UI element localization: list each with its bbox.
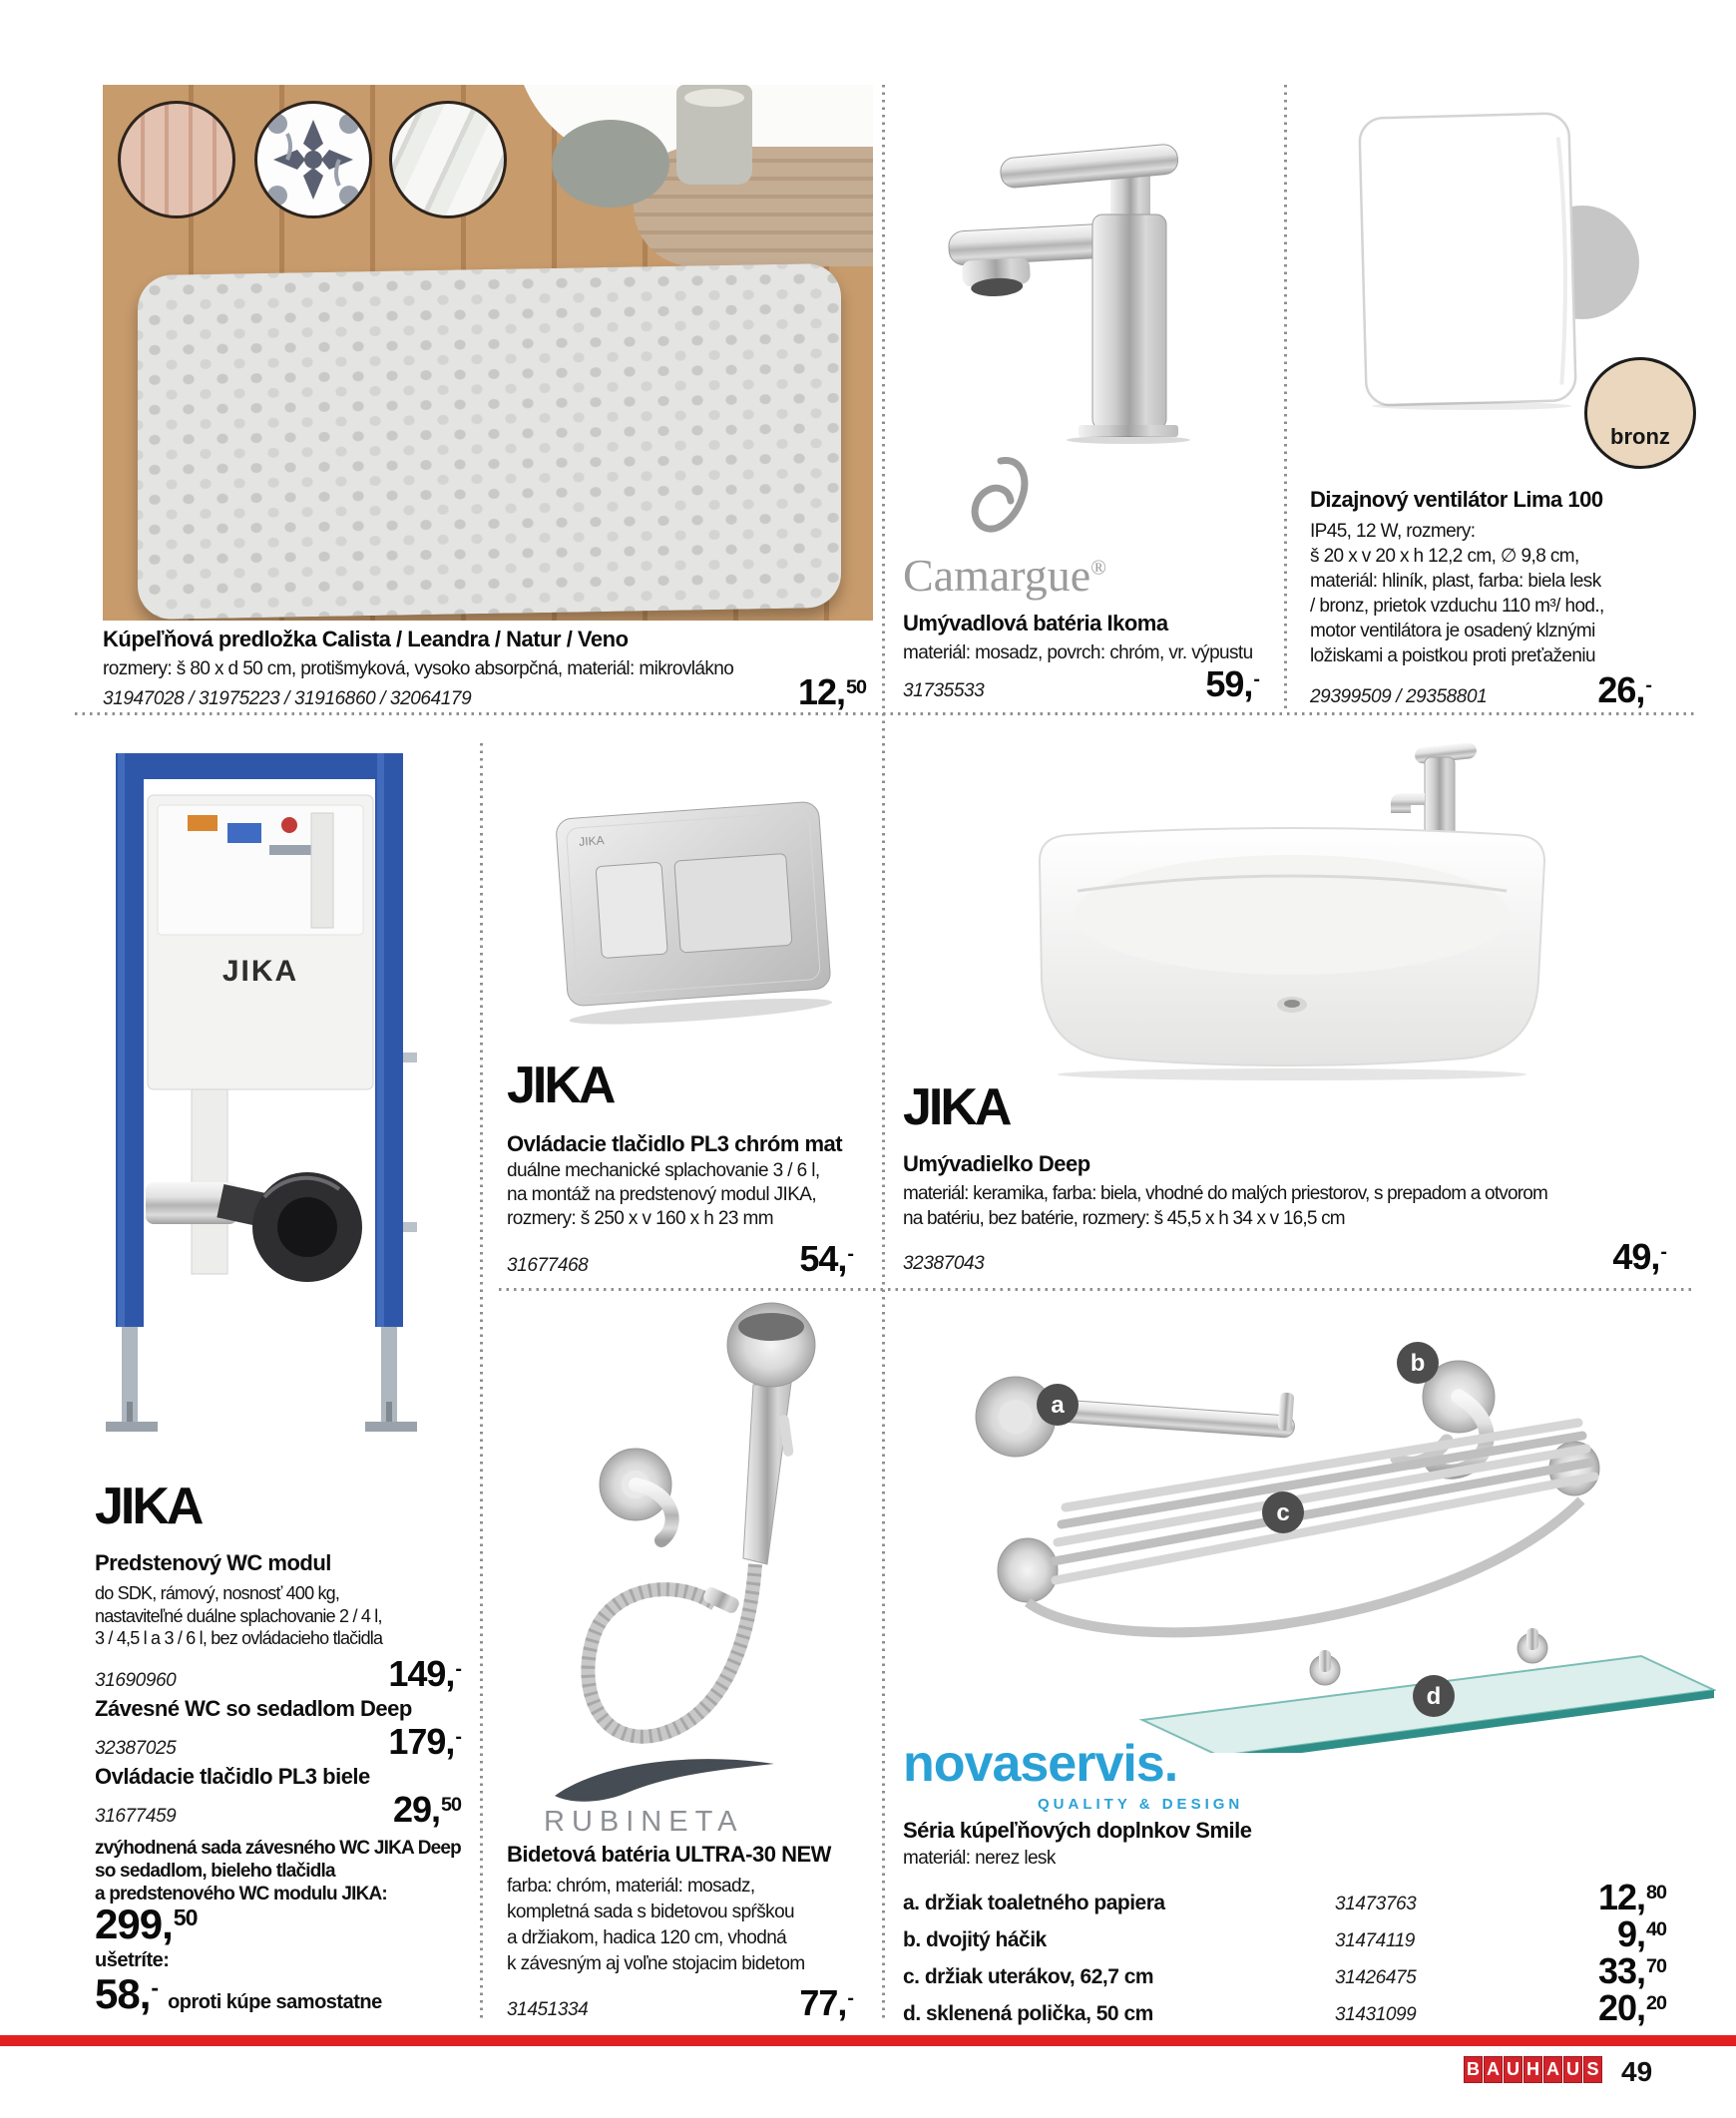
wc-sub2-sku: 31677459 [95,1806,177,1827]
accessories-material: materiál: nerez lesk [903,1848,1056,1869]
candle-top [684,89,744,107]
faucet-sku-price [903,663,1259,704]
desc-line: nastaviteľné duálne splachovanie 2 / 4 l, [95,1605,382,1626]
jika-logo: JIKA [95,1478,202,1535]
bronz-swatch [1584,357,1696,469]
faucet-title: Umývadlová batéria Ikoma [903,611,1168,635]
jika-logo: JIKA [903,1078,1010,1136]
pebble-mat [138,263,841,620]
accessory-row [903,1913,1666,1954]
bronz-swatch-label: bronz [1610,424,1670,449]
bauhaus-letter: S [1583,2056,1602,2083]
divider-v3 [480,743,483,2020]
stone-photo-part [552,120,669,208]
wc-sub1-sku: 32387025 [95,1738,177,1759]
bathmat-sku: 31947028 / 31975223 / 31916860 / 32064179 [103,688,472,709]
wc-bundle-price: 299,50 [95,1901,198,1947]
desc-line: š 20 x v 20 x h 12,2 cm, ∅ 9,8 cm, [1310,546,1579,567]
flush-plate-price: 54,- [799,1238,853,1279]
desc-line: 3 / 4,5 l a 3 / 6 l, bez ovládacieho tlačidla [95,1628,383,1648]
ventilator-sku-price [1310,669,1651,710]
desc-line: na batériu, bez batérie, rozmery: š 45,5 x h 34 x v 16,5 cm [903,1208,1345,1229]
swatch-wood [118,101,235,218]
sink-title: Umývadielko Deep [903,1151,1090,1176]
faucet-photo [933,100,1192,444]
faucet-price: 59,- [1205,663,1259,704]
bauhaus-letter: A [1543,2056,1562,2083]
bathmat-photo [103,85,873,621]
accessory-row [903,1987,1666,2028]
accessory-price: 9,40 [1616,1913,1666,1954]
desc-line: k závesným aj voľne stojacim bidetom [507,1953,805,1974]
desc-line: materiál: hliník, plast, farba: biela lesk [1310,571,1601,592]
accessory-price: 12,80 [1597,1877,1666,1917]
divider-v1 [882,85,885,2020]
wc-module-sku: 31690960 [95,1670,177,1691]
accessory-sku: 31426475 [1335,1967,1417,1988]
badge-c [1262,1491,1304,1533]
desc-line: kompletná sada s bidetovou spŕškou [507,1902,795,1922]
badge-a [1037,1384,1079,1426]
desc-line: materiál: keramika, farba: biela, vhodné do malých priestorov, s prepadom a otvorom [903,1183,1548,1204]
rubineta-swoosh-icon [547,1752,781,1804]
accessory-row [903,1950,1666,1991]
desc-line: duálne mechanické splachovanie 3 / 6 l, [507,1160,820,1181]
faucet-desc: materiál: mosadz, povrch: chróm, vr. výpustu [903,642,1253,663]
desc-line: a držiakom, hadica 120 cm, vhodná [507,1927,787,1948]
accessory-sku: 31474119 [1335,1930,1415,1951]
bathmat-title: Kúpeľňová predložka Calista / Leandra / Natur / Veno [103,627,629,651]
wc-sub1-title: Závesné WC so sedadlom Deep [95,1696,412,1721]
faucet-sku: 31735533 [903,680,985,701]
bauhaus-letter: U [1504,2056,1522,2083]
camargue-logo [903,549,1106,602]
divider-h1 [75,712,1696,715]
bauhaus-letter: B [1464,2056,1483,2083]
wc-savings-price: 58,- [95,1970,159,2017]
sink-price: 49,- [1612,1236,1666,1277]
wc-sub1-price: 179,- [388,1721,461,1762]
desc-line: farba: chróm, materiál: mosadz, [507,1876,755,1897]
registered-mark: ® [1090,557,1106,580]
accessory-sku: 31431099 [1335,2004,1417,2025]
accessory-name: a. držiak toaletného papiera [903,1892,1165,1914]
wc-sub2-title: Ovládacie tlačidlo PL3 biele [95,1764,370,1789]
divider-h2 [499,1288,1696,1291]
wc-bundle-text [95,1837,461,1906]
accessory-price: 33,70 [1597,1950,1666,1991]
bauhaus-letter: A [1484,2056,1503,2083]
wc-tank-label: JIKA [221,955,299,988]
wc-savings-row [95,1970,382,2017]
wc-module-sku-price [95,1653,461,1694]
bathmat-price: 12,50 [797,671,866,712]
svg-text:a: a [1051,1392,1065,1419]
bathmat-desc: rozmery: š 80 x d 50 cm, protišmyková, vysoko absorpčná, materiál: mikrovlákno [103,658,734,679]
bauhaus-logo [1464,2056,1602,2083]
wc-module-title: Predstenový WC modul [95,1550,331,1575]
accessory-name: c. držiak uterákov, 62,7 cm [903,1965,1154,1988]
desc-line: motor ventilátora je osadený klznými [1310,621,1595,641]
sink-desc [903,1181,1547,1231]
bidet-desc [507,1874,805,1977]
rubineta-logo: RUBINETA [544,1806,744,1838]
bidet-photo [554,1297,878,1766]
svg-text:d: d [1426,1683,1442,1710]
accessory-row [903,1877,1666,1917]
sink-sku-price [903,1236,1666,1277]
wc-savings-label: ušetríte: [95,1949,170,1971]
desc-line: do SDK, rámový, nosnosť 400 kg, [95,1583,340,1603]
flush-plate-sku: 31677468 [507,1255,589,1276]
sink-photo [1028,743,1556,1082]
novaservis-logo: novaservis. [903,1735,1178,1793]
badge-b [1397,1342,1439,1384]
accessory-name: d. sklenená polička, 50 cm [903,2002,1153,2025]
bathmat-sku-price [103,671,866,712]
ventilator-sku: 29399509 / 29358801 [1310,686,1488,707]
swatch-marble [389,101,507,218]
bidet-title: Bidetová batéria ULTRA-30 NEW [507,1842,831,1867]
accessories-photo [928,1319,1716,1753]
divider-v2 [1284,85,1287,712]
plate-brand-mark: JIKA [578,833,606,849]
bidet-sku: 31451334 [507,1999,589,2020]
bundle-line: a predstenového WC modulu JIKA: [95,1884,387,1905]
wc-savings-suffix: oproti kúpe samostatne [168,1991,382,2013]
accessory-name: b. dvojitý háčik [903,1928,1047,1951]
ventilator-price: 26,- [1597,669,1651,710]
bauhaus-letter: U [1563,2056,1582,2083]
bauhaus-letter: H [1523,2056,1542,2083]
bundle-line: so sedadlom, bieleho tlačidla [95,1861,335,1882]
wc-sub2-sku-price [95,1789,461,1830]
camargue-logo-text: Camargue [903,550,1091,601]
bidet-sku-price [507,1982,853,2023]
novaservis-tagline: QUALITY & DESIGN [1038,1796,1244,1813]
swatch-tile [254,101,372,218]
svg-text:b: b [1410,1350,1426,1377]
flush-plate-title: Ovládacie tlačidlo PL3 chróm mat [507,1131,843,1156]
wc-sub2-price: 29,50 [392,1789,461,1830]
camargue-swoosh-icon [963,451,1033,546]
wc-sub1-sku-price [95,1721,461,1762]
footer-red-bar [0,2035,1736,2046]
flush-plate-sku-price [507,1238,853,1279]
ventilator-desc [1310,519,1604,668]
badge-d [1413,1675,1455,1717]
desc-line: / bronz, prietok vzduchu 110 m³/ hod., [1310,596,1604,617]
towel-photo-part [634,147,873,266]
bidet-price: 77,- [799,1982,853,2023]
accessories-title: Séria kúpeľňových doplnkov Smile [903,1818,1252,1843]
flush-plate-photo [544,776,843,1036]
tile-pattern [257,104,369,215]
sink-sku: 32387043 [903,1253,985,1274]
accessory-price: 20,20 [1597,1987,1666,2028]
desc-line: IP45, 12 W, rozmery: [1310,521,1476,542]
desc-line: rozmery: š 250 x v 160 x h 23 mm [507,1208,773,1229]
desc-line: ložiskami a poistkou proti preťaženiu [1310,645,1595,666]
ventilator-title: Dizajnový ventilátor Lima 100 [1310,487,1603,512]
candle-photo-part [676,85,752,185]
jika-logo: JIKA [507,1057,614,1114]
wc-module-desc [95,1582,382,1650]
accessory-sku: 31473763 [1335,1894,1417,1914]
page-number: 49 [1621,2056,1653,2087]
wc-module-price: 149,- [388,1653,461,1694]
svg-text:c: c [1276,1499,1290,1526]
bundle-line: zvýhodnená sada závesného WC JIKA Deep [95,1838,461,1859]
flush-plate-desc [507,1159,820,1231]
desc-line: na montáž na predstenový modul JIKA, [507,1184,817,1205]
wc-module-photo [100,753,419,1462]
